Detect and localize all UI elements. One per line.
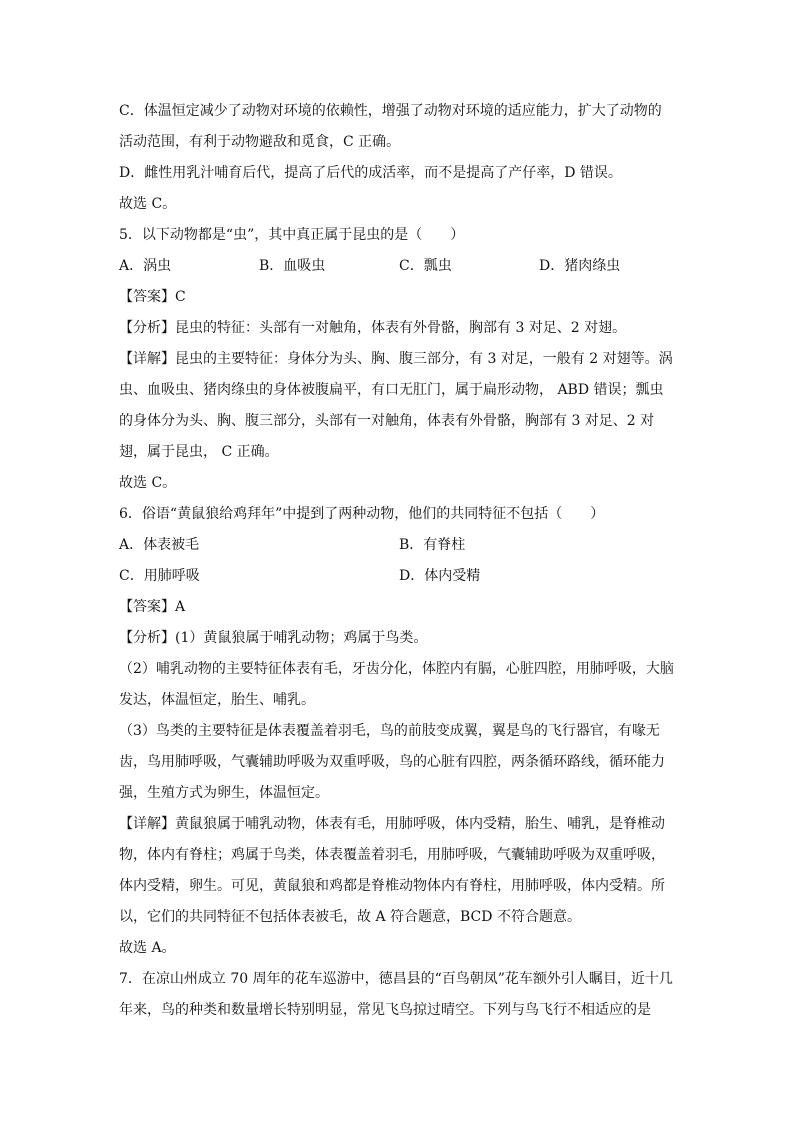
document-page — [119, 96, 679, 1026]
option-b: B．有脊柱 — [399, 537, 466, 553]
question-6-analysis-line: 强，生殖方式为卵生，体温恒定。 — [119, 785, 329, 801]
conclusion-line: 故选 C。 — [119, 196, 177, 212]
question-6-answer: 【答案】A — [119, 599, 186, 615]
question-5-answer: 【答案】C — [119, 289, 186, 305]
option-a: A．涡虫 — [119, 258, 172, 274]
question-6-detail-line: 【详解】黄鼠狼属于哺乳动物，体表有毛，用肺呼吸，体内受精，胎生、哺乳，是脊椎动 — [119, 816, 665, 832]
question-5-detail-line: 的身体分为头、胸、腹三部分，头部有一对触角，体表有外骨骼，胸部有 3 对足、2 对 — [119, 413, 655, 429]
question-6-analysis-line: 发达，体温恒定，胎生、哺乳。 — [119, 692, 315, 708]
explanation-line: 活动范围，有利于动物避敌和觅食，C 正确。 — [119, 134, 401, 150]
option-c: C．用肺呼吸 — [119, 568, 200, 584]
option-c: C．瓢虫 — [399, 258, 452, 274]
question-6-stem: 6．俗语“黄鼠狼给鸡拜年”中提到了两种动物，他们的共同特征不包括（ ） — [119, 506, 605, 522]
option-d: D．体内受精 — [399, 568, 481, 584]
question-6-options-row-1 — [119, 530, 679, 561]
question-7-stem-line: 年来，鸟的种类和数量增长特别明显，常见飞鸟掠过晴空。下列与鸟飞行不相适应的是 — [119, 1002, 651, 1018]
question-6-analysis-line: 齿，鸟用肺呼吸，气囊辅助呼吸为双重呼吸，鸟的心脏有四腔，两条循环路线，循环能力 — [119, 754, 665, 770]
question-5-options — [119, 251, 679, 282]
question-5-conclusion: 故选 C。 — [119, 475, 177, 491]
question-5-analysis: 【分析】昆虫的特征：头部有一对触角，体表有外骨骼，胸部有 3 对足、2 对翅。 — [119, 320, 627, 336]
question-5-detail-line: 【详解】昆虫的主要特征：身体分为头、胸、腹三部分，有 3 对足，一般有 2 对翅等。涡 — [119, 351, 673, 367]
question-6-analysis-line: （3）鸟类的主要特征是体表覆盖着羽毛，鸟的前肢变成翼，翼是鸟的飞行器官，有喙无 — [119, 723, 660, 739]
option-b: B．血吸虫 — [259, 258, 326, 274]
question-5-detail-line: 虫、血吸虫、猪肉绦虫的身体被腹扁平，有口无肛门，属于扁形动物， ABD 错误；瓢虫 — [119, 382, 664, 398]
question-6-options-row-2 — [119, 561, 679, 592]
explanation-line: C．体温恒定减少了动物对环境的依赖性，增强了动物对环境的适应能力，扩大了动物的 — [119, 103, 662, 119]
question-7-stem-line: 7．在凉山州成立 70 周年的花车巡游中，德昌县的“百鸟朝凤”花车额外引人瞩目，近十几 — [119, 971, 673, 987]
question-5-detail-line: 翅，属于昆虫， C 正确。 — [119, 444, 279, 460]
question-5-stem: 5．以下动物都是“虫”，其中真正属于昆虫的是（ ） — [119, 227, 465, 243]
question-6-detail-line: 以，它们的共同特征不包括体表被毛，故 A 符合题意，BCD 不符合题意。 — [119, 909, 581, 925]
question-6-detail-line: 体内受精，卵生。可见，黄鼠狼和鸡都是脊椎动物体内有脊柱，用肺呼吸，体内受精。所 — [119, 878, 665, 894]
question-6-detail-line: 物，体内有脊柱；鸡属于鸟类，体表覆盖着羽毛，用肺呼吸，气囊辅助呼吸为双重呼吸， — [119, 847, 665, 863]
explanation-line: D．雌性用乳汁哺育后代，提高了后代的成活率，而不是提高了产仔率，D 错误。 — [119, 165, 622, 181]
question-6-analysis-line: 【分析】(1）黄鼠狼属于哺乳动物；鸡属于鸟类。 — [119, 630, 428, 646]
option-a: A．体表被毛 — [119, 537, 200, 553]
question-6-analysis-line: （2）哺乳动物的主要特征体表有毛，牙齿分化，体腔内有膈，心脏四腔，用肺呼吸，大脑 — [119, 661, 674, 677]
question-6-conclusion: 故选 A。 — [119, 940, 176, 956]
option-d: D．猪肉绦虫 — [539, 258, 621, 274]
